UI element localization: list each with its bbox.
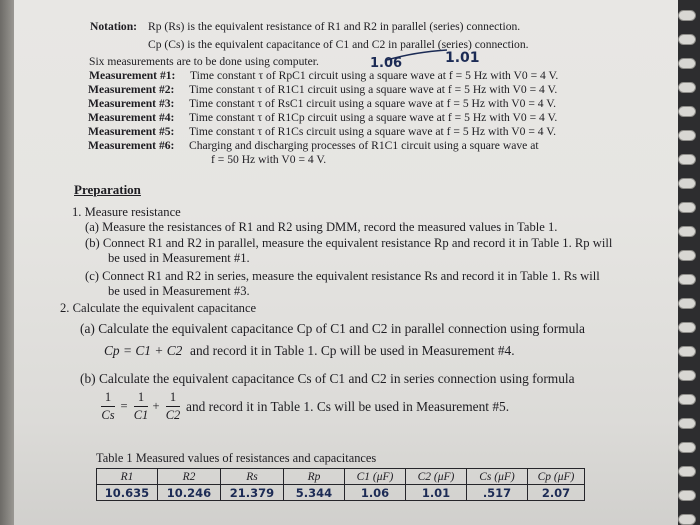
- measurement-label: Measurement #5:: [88, 125, 175, 138]
- frac-numerator: 1: [137, 390, 145, 404]
- table-cell: 10.635: [97, 485, 158, 501]
- binding-ring: [678, 178, 696, 189]
- binding-ring: [678, 58, 696, 69]
- table-cell: 5.344: [284, 485, 345, 501]
- frac-numerator: 1: [169, 390, 177, 404]
- binding-ring: [678, 322, 696, 333]
- binding-ring: [678, 130, 696, 141]
- measurement-text: Time constant τ of R1C1 circuit using a square wave at f = 5 Hz with V0 = 4 V.: [189, 83, 558, 96]
- measurement-label: Measurement #3:: [88, 97, 175, 110]
- table-header-cell: R2: [158, 469, 221, 485]
- measurement-label: Measurement #1:: [89, 69, 176, 82]
- measurement-6-continued: f = 50 Hz with V0 = 4 V.: [211, 153, 327, 166]
- prep-item-1c: (c) Connect R1 and R2 in series, measure the equivalent resistance Rs and record it in Table 1. Rs will: [85, 269, 600, 283]
- table-header-cell: R1: [97, 469, 158, 485]
- frac-denominator: Cs: [101, 408, 115, 422]
- frac-numerator: 1: [104, 390, 112, 404]
- table-header-cell: C1 (μF): [345, 469, 406, 485]
- handwritten-note: 1.01: [445, 50, 480, 66]
- binding-ring: [678, 274, 696, 285]
- frac-denominator: C2: [165, 408, 181, 422]
- notation-line-3: Six measurements are to be done using computer.: [89, 55, 319, 68]
- spiral-binding: [678, 0, 700, 525]
- measurement-text: Time constant τ of R1Cs circuit using a square wave at f = 5 Hz with V0 = 4 V.: [189, 125, 557, 138]
- table-header-cell: Rs: [221, 469, 284, 485]
- frac-equals: =: [120, 399, 128, 413]
- handwritten-note: 1.06: [370, 56, 403, 71]
- binding-ring: [678, 490, 696, 501]
- binding-ring: [678, 10, 696, 21]
- prep-item-1a: (a) Measure the resistances of R1 and R2 using DMM, record the measured values in Table 1.: [85, 220, 558, 234]
- table-row: [97, 485, 585, 501]
- prep-item-1b: (b) Connect R1 and R2 in parallel, measure the equivalent resistance Rp and record it in Table 1. Rp will: [85, 236, 613, 250]
- table-cell: 10.246: [158, 485, 221, 501]
- handwritten-stroke: [385, 48, 455, 64]
- measurement-text: Charging and discharging processes of R1C1 circuit using a square wave at: [189, 139, 539, 152]
- binding-ring: [678, 154, 696, 165]
- prep-item-2a-cont: and record it in Table 1. Cp will be used in Measurement #4.: [190, 343, 515, 358]
- measurement-label: Measurement #4:: [88, 111, 175, 124]
- binding-ring: [678, 82, 696, 93]
- table-cell: 1.06: [345, 485, 406, 501]
- table-header-cell: Cs (μF): [467, 469, 528, 485]
- prep-item-2b: (b) Calculate the equivalent capacitance Cs of C1 and C2 in series connection using formula: [80, 371, 575, 386]
- notation-line-1: Rp (Rs) is the equivalent resistance of R1 and R2 in parallel (series) connection.: [148, 20, 521, 33]
- measurement-label: Measurement #6:: [88, 139, 175, 152]
- prep-item-2: 2. Calculate the equivalent capacitance: [60, 301, 257, 315]
- binding-ring: [678, 418, 696, 429]
- prep-item-2a: (a) Calculate the equivalent capacitance Cp of C1 and C2 in parallel connection using formula: [80, 321, 585, 336]
- binding-ring: [678, 514, 696, 525]
- table-cell: 2.07: [528, 485, 585, 501]
- table-caption: Table 1 Measured values of resistances and capacitances: [96, 451, 377, 465]
- table-cell: .517: [467, 485, 528, 501]
- binding-ring: [678, 34, 696, 45]
- measurement-text: Time constant τ of RsC1 circuit using a square wave at f = 5 Hz with V0 = 4 V.: [189, 97, 557, 110]
- preparation-heading: Preparation: [74, 182, 141, 197]
- prep-item-1c-cont: be used in Measurement #3.: [108, 284, 250, 298]
- binding-ring: [678, 442, 696, 453]
- binding-ring: [678, 106, 696, 117]
- measurement-text: Time constant τ of RpC1 circuit using a square wave at f = 5 Hz with V0 = 4 V.: [190, 69, 559, 82]
- measurement-text: Time constant τ of R1Cp circuit using a square wave at f = 5 Hz with V0 = 4 V.: [189, 111, 558, 124]
- frac-plus: +: [152, 399, 160, 413]
- table-header-cell: Rp: [284, 469, 345, 485]
- table-cell: 1.01: [406, 485, 467, 501]
- binding-ring: [678, 370, 696, 381]
- page-edge-shadow: [0, 0, 14, 525]
- prep-item-1: 1. Measure resistance: [72, 205, 181, 219]
- notation-label: Notation:: [90, 20, 138, 33]
- binding-ring: [678, 394, 696, 405]
- binding-ring: [678, 346, 696, 357]
- binding-ring: [678, 250, 696, 261]
- table-header-cell: Cp (μF): [528, 469, 585, 485]
- table-cell: 21.379: [221, 485, 284, 501]
- binding-ring: [678, 226, 696, 237]
- binding-ring: [678, 298, 696, 309]
- frac-bar: [166, 406, 180, 407]
- binding-ring: [678, 202, 696, 213]
- binding-ring: [678, 466, 696, 477]
- table-header-cell: C2 (μF): [406, 469, 467, 485]
- prep-item-2b-cont: and record it in Table 1. Cs will be used in Measurement #5.: [186, 399, 510, 414]
- measurement-label: Measurement #2:: [88, 83, 175, 96]
- frac-bar: [134, 406, 148, 407]
- measurements-table: [96, 468, 585, 501]
- frac-denominator: C1: [133, 408, 149, 422]
- notation-line-2: Cp (Cs) is the equivalent capacitance of C1 and C2 in parallel (series) connection.: [148, 38, 529, 51]
- table-header-row: [97, 469, 585, 485]
- formula-cp: Cp = C1 + C2: [104, 343, 183, 358]
- frac-bar: [101, 406, 115, 407]
- prep-item-1b-cont: be used in Measurement #1.: [108, 251, 250, 265]
